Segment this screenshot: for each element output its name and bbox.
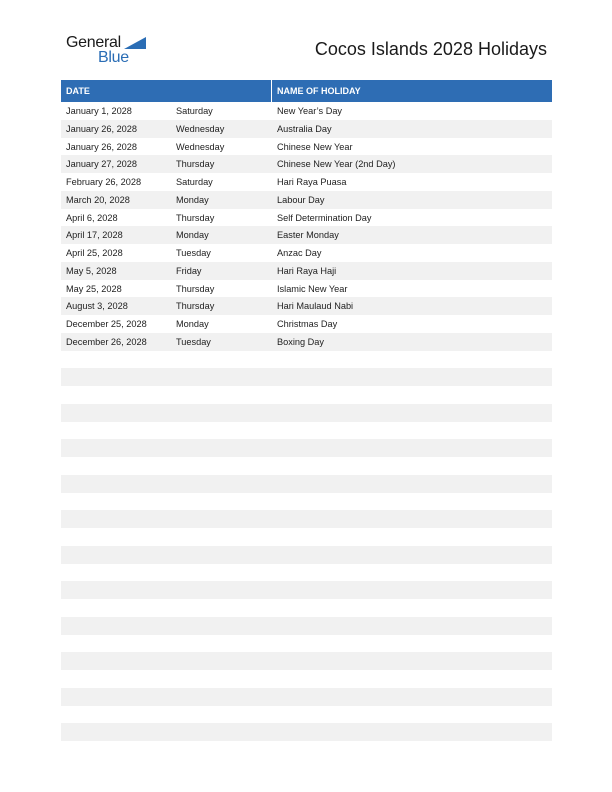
holiday-date: December 25, 2028 bbox=[66, 319, 147, 329]
table-row bbox=[61, 635, 552, 653]
holiday-name: New Year’s Day bbox=[277, 106, 343, 116]
date-column-header: DATE bbox=[66, 86, 90, 96]
table-row bbox=[61, 706, 552, 724]
holiday-weekday: Monday bbox=[176, 319, 209, 329]
holiday-name: Christmas Day bbox=[277, 319, 338, 329]
table-row bbox=[61, 315, 552, 333]
holiday-table bbox=[61, 80, 552, 741]
table-row bbox=[61, 404, 552, 422]
holiday-name: Boxing Day bbox=[277, 336, 324, 347]
holiday-weekday: Thursday bbox=[176, 283, 215, 294]
table-row bbox=[61, 670, 552, 688]
holiday-date: January 26, 2028 bbox=[66, 141, 138, 152]
table-row bbox=[61, 723, 552, 741]
table-row bbox=[61, 688, 552, 706]
holiday-date: April 17, 2028 bbox=[66, 230, 123, 241]
holiday-date: April 25, 2028 bbox=[66, 248, 123, 258]
holiday-date: January 1, 2028 bbox=[66, 106, 132, 116]
holiday-weekday: Tuesday bbox=[176, 248, 211, 258]
table-row bbox=[61, 386, 552, 404]
holiday-name: Australia Day bbox=[277, 123, 332, 134]
table-row bbox=[61, 599, 552, 617]
holiday-weekday: Thursday bbox=[176, 301, 215, 312]
table-row bbox=[61, 493, 552, 511]
header-divider bbox=[271, 80, 272, 102]
table-row bbox=[61, 209, 552, 227]
table-row bbox=[61, 138, 552, 156]
holiday-name: Labour Day bbox=[277, 194, 325, 205]
table-row bbox=[61, 439, 552, 457]
holiday-weekday: Thursday bbox=[176, 212, 215, 223]
holiday-date: January 26, 2028 bbox=[66, 123, 138, 134]
page-title: Cocos Islands 2028 Holidays bbox=[314, 39, 547, 59]
table-row bbox=[61, 191, 552, 209]
table-row bbox=[61, 351, 552, 369]
table-row bbox=[61, 280, 552, 298]
holiday-weekday: Thursday bbox=[176, 159, 215, 170]
table-row bbox=[61, 528, 552, 546]
table-row bbox=[61, 546, 552, 564]
table-row bbox=[61, 102, 552, 120]
holiday-name: Hari Raya Puasa bbox=[277, 177, 347, 187]
holiday-date: February 26, 2028 bbox=[66, 177, 142, 187]
table-header bbox=[61, 80, 552, 102]
holiday-weekday: Friday bbox=[176, 265, 202, 276]
table-row bbox=[61, 368, 552, 386]
holiday-date: May 25, 2028 bbox=[66, 283, 122, 294]
table-row bbox=[61, 333, 552, 351]
holiday-date: May 5, 2028 bbox=[66, 265, 117, 276]
table-row bbox=[61, 297, 552, 315]
table-body bbox=[61, 102, 552, 741]
table-row bbox=[61, 564, 552, 582]
holiday-name: Chinese New Year (2nd Day) bbox=[277, 159, 396, 170]
table-row bbox=[61, 510, 552, 528]
holiday-name: Hari Maulaud Nabi bbox=[277, 301, 354, 312]
generalblue-logo bbox=[66, 34, 156, 68]
holiday-name: Islamic New Year bbox=[277, 283, 348, 294]
holiday-name: Chinese New Year bbox=[277, 141, 353, 152]
table-row bbox=[61, 457, 552, 475]
holiday-weekday: Tuesday bbox=[176, 336, 211, 347]
table-row bbox=[61, 262, 552, 280]
table-row bbox=[61, 244, 552, 262]
table-row bbox=[61, 581, 552, 599]
table-row bbox=[61, 475, 552, 493]
holiday-name: Easter Monday bbox=[277, 230, 339, 241]
holiday-name: Anzac Day bbox=[277, 248, 322, 258]
table-row bbox=[61, 173, 552, 191]
table-row bbox=[61, 617, 552, 635]
holiday-date: December 26, 2028 bbox=[66, 336, 147, 347]
logo-triangle-icon bbox=[124, 37, 146, 49]
table-row bbox=[61, 652, 552, 670]
table-row bbox=[61, 120, 552, 138]
table-row bbox=[61, 422, 552, 440]
holiday-name: Self Determination Day bbox=[277, 212, 372, 223]
holiday-date: March 20, 2028 bbox=[66, 194, 130, 205]
holiday-date: August 3, 2028 bbox=[66, 301, 128, 312]
holiday-weekday: Saturday bbox=[176, 177, 213, 187]
holiday-weekday: Monday bbox=[176, 194, 209, 205]
table-row bbox=[61, 226, 552, 244]
holiday-date: April 6, 2028 bbox=[66, 212, 118, 223]
holiday-name: Hari Raya Haji bbox=[277, 265, 337, 276]
holiday-column-header: NAME OF HOLIDAY bbox=[277, 86, 361, 96]
logo-general-text: General bbox=[66, 34, 121, 51]
holiday-weekday: Saturday bbox=[176, 106, 213, 116]
table-row bbox=[61, 155, 552, 173]
holiday-weekday: Monday bbox=[176, 230, 209, 241]
holiday-weekday: Wednesday bbox=[176, 141, 225, 152]
holiday-date: January 27, 2028 bbox=[66, 159, 138, 170]
holiday-weekday: Wednesday bbox=[176, 123, 225, 134]
logo-blue-text: Blue bbox=[98, 49, 129, 66]
